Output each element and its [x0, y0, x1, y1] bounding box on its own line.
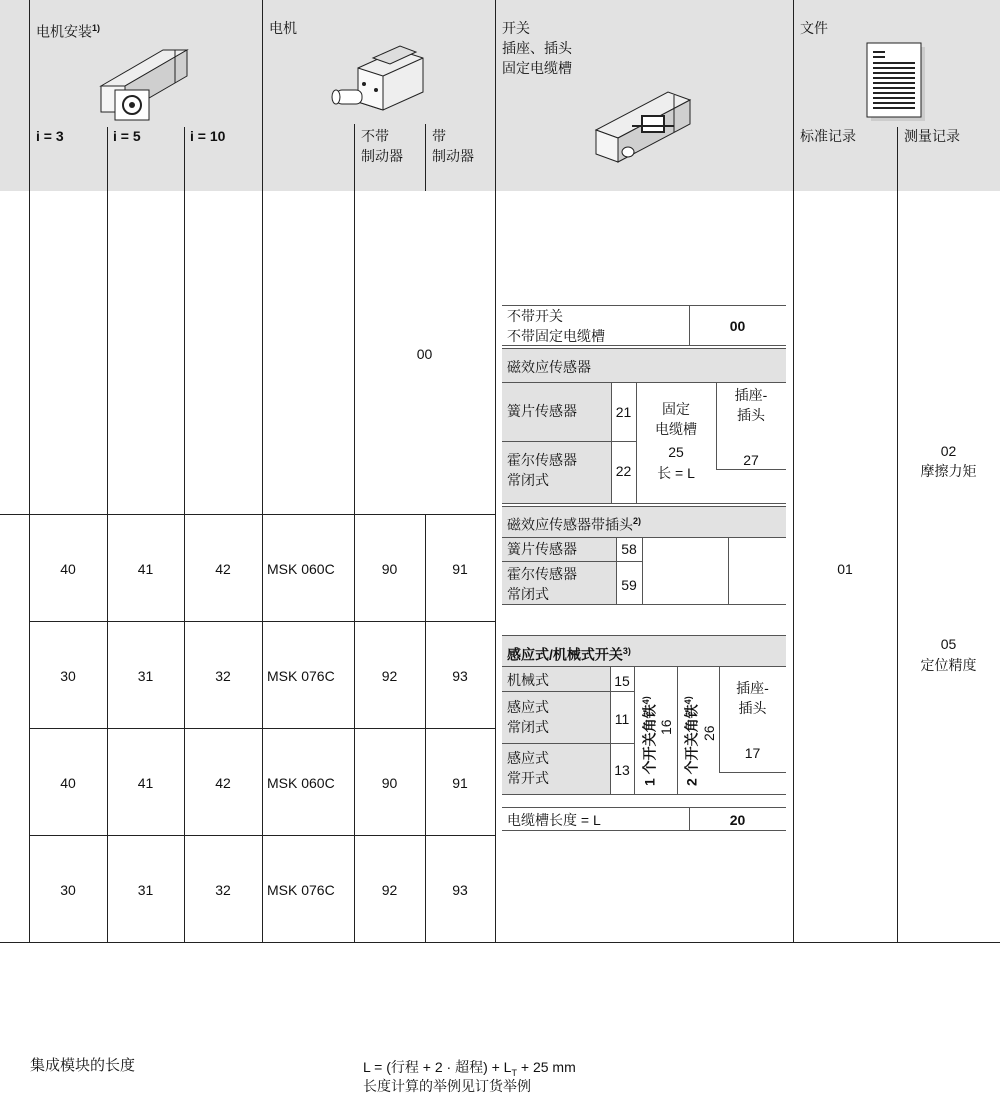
table-bottom — [0, 942, 1000, 943]
no-brake-code: 92 — [381, 668, 398, 684]
col-divider — [897, 127, 898, 943]
accuracy-code: 05 — [940, 636, 957, 652]
i10-code: 32 — [215, 882, 231, 898]
mag-sensor-title: 磁效应传感器 — [507, 359, 591, 375]
motor-illustration — [328, 40, 433, 122]
no-brake-code: 90 — [381, 561, 398, 577]
motor-none-code: 00 — [416, 346, 433, 362]
i3-code: 40 — [60, 775, 76, 791]
ratio-3-label: i = 3 — [36, 128, 64, 144]
motor-model: MSK 060C — [267, 775, 335, 791]
switch-rule — [642, 537, 643, 604]
motor-mount-heading: 电机安装$^{1)}$ — [36, 23, 101, 40]
i3-code: 30 — [60, 668, 76, 684]
std-report-code: 01 — [837, 561, 853, 577]
switch-rule — [502, 604, 786, 605]
motor-model: MSK 060C — [267, 561, 335, 577]
col-divider — [495, 0, 496, 943]
switch-rule — [502, 561, 642, 562]
friction-label: 摩擦力矩 — [920, 463, 977, 479]
reed-plug-label: 簧片传感器 — [507, 541, 577, 557]
switch-rule — [502, 691, 634, 692]
std-report-label: 标准记录 — [800, 128, 856, 144]
no-brake-code: 90 — [381, 775, 398, 791]
motor-mount-illustration — [95, 38, 200, 124]
i3-code: 30 — [60, 882, 76, 898]
switch-rule — [502, 743, 634, 744]
hall-sensor-label: 霍尔传感器 常闭式 — [507, 452, 577, 488]
socket-plug-code: 27 — [743, 452, 759, 468]
i5-code: 41 — [137, 775, 154, 791]
one-switch-bracket-label: 1 个开关角铁$^{4)}$ — [641, 696, 658, 786]
ratio-10-label: i = 10 — [190, 128, 226, 144]
i5-code: 41 — [137, 561, 154, 577]
socket-plug-label-2: 插座- 插头 — [736, 680, 769, 716]
document-icon — [866, 42, 928, 124]
switch-heading: 开关 插座、插头 固定电缆槽 — [502, 20, 572, 76]
motor-model: MSK 076C — [267, 668, 335, 684]
row-divider — [29, 728, 495, 729]
fixed-duct-code: 25 — [668, 444, 684, 460]
row-divider — [29, 835, 495, 836]
switch-rule — [502, 537, 786, 538]
with-brake-code: 91 — [452, 561, 468, 577]
no-switch-label: 不带开关 不带固定电缆槽 — [507, 308, 605, 344]
switch-rule — [502, 441, 636, 442]
switch-rule — [611, 382, 612, 504]
one-switch-bracket-code: 16 — [658, 719, 674, 735]
no-brake-label: 不带 制动器 — [361, 128, 403, 164]
no-brake-code: 92 — [381, 882, 398, 898]
length-formula: L = (行程 + 2 · 超程) + $L_T + 25$ mm — [363, 1059, 576, 1078]
docs-heading: 文件 — [800, 20, 828, 36]
row-divider — [29, 621, 495, 622]
switch-rule — [502, 794, 786, 795]
accuracy-label: 定位精度 — [920, 657, 977, 673]
i10-code: 32 — [215, 668, 231, 684]
socket-plug-label: 插座- 插头 — [734, 387, 768, 423]
hall-plug-code: 59 — [621, 577, 637, 593]
i10-code: 42 — [215, 775, 231, 791]
col-divider — [107, 127, 108, 943]
switch-rule — [716, 469, 786, 470]
with-brake-code: 93 — [452, 882, 468, 898]
col-divider — [29, 0, 30, 943]
ratio-5-label: i = 5 — [113, 128, 141, 144]
with-brake-code: 93 — [452, 668, 468, 684]
two-switch-bracket-code: 26 — [701, 725, 717, 741]
ind-nc-label: 感应式 常闭式 — [507, 699, 549, 735]
ind-switch-title: 感应式/机械式开关$^{3)}$ — [507, 646, 631, 663]
duct-length-code: 20 — [729, 812, 746, 828]
friction-code: 02 — [940, 443, 957, 459]
reed-sensor-code: 21 — [615, 404, 632, 420]
module-length-label: 集成模块的长度 — [30, 1057, 136, 1074]
i10-code: 42 — [215, 561, 231, 577]
switch-rule — [728, 537, 729, 604]
with-brake-label: 带 制动器 — [432, 128, 474, 164]
fixed-duct-label: 固定 电缆槽 — [655, 401, 697, 437]
switch-illustration — [590, 86, 700, 166]
switch-rule — [677, 666, 678, 795]
mechanical-code: 15 — [614, 673, 630, 689]
length-note: 长度计算的举例见订货举例 — [363, 1078, 531, 1094]
motor-heading: 电机 — [269, 20, 297, 36]
ind-no-label: 感应式 常开式 — [507, 750, 549, 786]
socket-plug-code-2: 17 — [744, 745, 761, 761]
switch-rule — [502, 382, 786, 383]
hall-plug-label: 霍尔传感器 常闭式 — [507, 566, 577, 602]
switch-rule — [634, 666, 635, 795]
switch-rule — [502, 345, 786, 346]
ind-nc-code: 11 — [614, 711, 630, 727]
length-eq-l: 长 = L — [657, 465, 695, 481]
i5-code: 31 — [137, 668, 154, 684]
reed-plug-code: 58 — [621, 541, 637, 557]
reed-sensor-label: 簧片传感器 — [507, 403, 577, 419]
switch-rule — [502, 830, 786, 831]
switch-rule — [502, 666, 786, 667]
col-divider — [262, 0, 263, 943]
switch-rule — [719, 772, 786, 773]
two-switch-bracket-label: 2 个开关角铁$^{4)}$ — [683, 696, 700, 786]
with-brake-code: 91 — [452, 775, 468, 791]
i5-code: 31 — [137, 882, 154, 898]
col-divider — [354, 124, 355, 943]
switch-rule — [502, 503, 786, 504]
duct-length-label: 电缆槽长度 = L — [507, 812, 601, 828]
mechanical-label: 机械式 — [507, 672, 549, 688]
switch-rule — [502, 807, 786, 808]
mag-plug-title: 磁效应传感器带插头$^{2)}$ — [507, 516, 642, 533]
no-switch-code: 00 — [729, 318, 746, 334]
col-divider — [793, 0, 794, 943]
motor-model: MSK 076C — [267, 882, 335, 898]
row-divider — [0, 514, 495, 515]
hall-sensor-code: 22 — [615, 463, 632, 479]
meas-report-label: 测量记录 — [904, 128, 960, 144]
col-divider — [184, 127, 185, 943]
col-divider — [425, 124, 426, 191]
i3-code: 40 — [60, 561, 76, 577]
ind-no-code: 13 — [614, 762, 630, 778]
